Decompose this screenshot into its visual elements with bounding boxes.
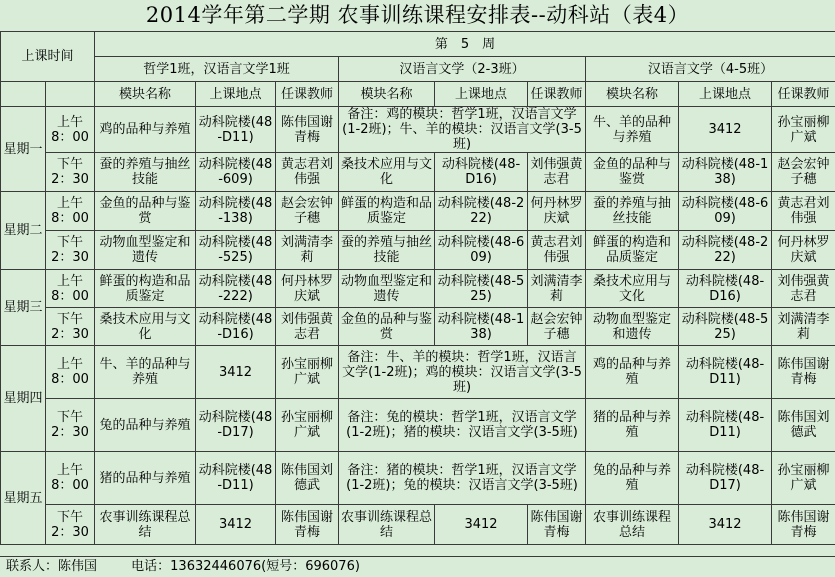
group-header: 哲学1班，汉语言文学1班	[95, 57, 339, 82]
remark-cell: 备注：牛、羊的模块：哲学1班，汉语言文学(1-2班)；鸡的模块：汉语言文学(3-5班)	[339, 346, 586, 399]
module-name: 猪的品种与养殖	[586, 399, 679, 452]
table-row	[1, 505, 835, 545]
period-label: 上午 8：00	[46, 452, 95, 505]
teacher: 陈伟国谢青梅	[276, 107, 339, 153]
module-name: 动物血型鉴定和遗传	[586, 308, 679, 346]
module-name: 农事训练课程总结	[586, 505, 679, 545]
location: 动科院楼(48-138)	[435, 308, 528, 346]
period-label: 下午 2：30	[46, 231, 95, 270]
teacher: 孙宝丽柳广斌	[772, 107, 835, 153]
column-header: 任课教师	[772, 82, 835, 107]
teacher: 刘伟强黄志君	[276, 308, 339, 346]
day-label: 星期二	[1, 192, 46, 270]
table-row	[1, 107, 835, 153]
group-header: 汉语言文学（4-5班）	[586, 57, 835, 82]
column-header: 上课地点	[196, 82, 276, 107]
location: 动科院楼(48-D17)	[679, 452, 772, 505]
location: 动科院楼(48-609)	[679, 192, 772, 231]
teacher: 刘满清李莉	[772, 308, 835, 346]
teacher: 陈伟国谢青梅	[528, 505, 586, 545]
day-label: 星期三	[1, 270, 46, 346]
teacher: 陈伟国谢青梅	[276, 505, 339, 545]
module-name: 兔的品种与养殖	[95, 399, 196, 452]
module-name: 鸡的品种与养殖	[586, 346, 679, 399]
module-name: 兔的品种与养殖	[586, 452, 679, 505]
teacher: 何丹林罗庆斌	[528, 192, 586, 231]
day-label: 星期五	[1, 452, 46, 545]
table-row	[1, 153, 835, 192]
module-name: 鲜蛋的构造和品质鉴定	[95, 270, 196, 308]
location: 3412	[679, 107, 772, 153]
day-label: 星期一	[1, 107, 46, 192]
location: 动科院楼(48-D11)	[196, 452, 276, 505]
teacher: 陈伟国刘德武	[772, 399, 835, 452]
column-header: 任课教师	[276, 82, 339, 107]
teacher: 孙宝丽柳广斌	[772, 452, 835, 505]
teacher: 刘满清李莉	[276, 231, 339, 270]
group-header: 汉语言文学（2-3班）	[339, 57, 586, 82]
location: 3412	[196, 505, 276, 545]
period-label: 下午 2：30	[46, 308, 95, 346]
location: 动科院楼(48-D16)	[196, 308, 276, 346]
week-header: 第 5 周	[95, 32, 835, 57]
column-header: 上课地点	[679, 82, 772, 107]
location: 动科院楼(48-138)	[196, 192, 276, 231]
contact-person: 联系人：陈伟国	[6, 559, 98, 574]
schedule-table	[0, 31, 835, 545]
module-name: 猪的品种与养殖	[95, 452, 196, 505]
module-name: 动物血型鉴定和遗传	[95, 231, 196, 270]
footer	[0, 556, 835, 577]
module-name: 金鱼的品种与鉴赏	[586, 153, 679, 192]
teacher: 黄志君刘伟强	[276, 153, 339, 192]
teacher: 赵会宏钟子穗	[772, 153, 835, 192]
module-name: 鸡的品种与养殖	[95, 107, 196, 153]
module-name: 金鱼的品种与鉴赏	[339, 308, 435, 346]
location: 动科院楼(48-525)	[196, 231, 276, 270]
table-row	[1, 308, 835, 346]
teacher: 刘满清李莉	[528, 270, 586, 308]
contact-phone: 电话：13632446076(短号：696076)	[131, 559, 360, 574]
teacher: 何丹林罗庆斌	[276, 270, 339, 308]
teacher: 陈伟国刘德武	[276, 452, 339, 505]
column-header: 模块名称	[95, 82, 196, 107]
location: 动科院楼(48-D16)	[435, 153, 528, 192]
location: 动科院楼(48-D11)	[679, 399, 772, 452]
location: 动科院楼(48-222)	[435, 192, 528, 231]
teacher: 赵会宏钟子穗	[528, 308, 586, 346]
table-row	[1, 270, 835, 308]
module-name: 蚕的养殖与抽丝技能	[95, 153, 196, 192]
teacher: 黄志君刘伟强	[528, 231, 586, 270]
module-name: 蚕的养殖与抽丝技能	[586, 192, 679, 231]
period-label: 下午 2：30	[46, 153, 95, 192]
location: 动科院楼(48-525)	[679, 308, 772, 346]
teacher: 陈伟国谢青梅	[772, 346, 835, 399]
location: 动科院楼(48-D16)	[679, 270, 772, 308]
column-header: 模块名称	[586, 82, 679, 107]
remark-cell: 备注：兔的模块：哲学1班，汉语言文学(1-2班)；猪的模块：汉语言文学(3-5班)	[339, 399, 586, 452]
period-label: 上午 8：00	[46, 192, 95, 231]
location: 动科院楼(48-D11)	[679, 346, 772, 399]
module-name: 牛、羊的品种与养殖	[586, 107, 679, 153]
period-label: 上午 8：00	[46, 107, 95, 153]
location: 3412	[679, 505, 772, 545]
teacher: 刘伟强黄志君	[772, 270, 835, 308]
teacher: 何丹林罗庆斌	[772, 231, 835, 270]
day-label: 星期四	[1, 346, 46, 452]
period-label: 上午 8：00	[46, 346, 95, 399]
column-header: 模块名称	[339, 82, 435, 107]
remark-cell: 备注：鸡的模块：哲学1班，汉语言文学(1-2班)；牛、羊的模块：汉语言文学(3-5班)	[339, 107, 586, 153]
location: 动科院楼(48-138)	[679, 153, 772, 192]
period-label: 下午 2：30	[46, 399, 95, 452]
column-header: 任课教师	[528, 82, 586, 107]
teacher: 陈伟国谢青梅	[772, 505, 835, 545]
table-row	[1, 192, 835, 231]
module-name: 鲜蛋的构造和品质鉴定	[339, 192, 435, 231]
location: 动科院楼(48-222)	[679, 231, 772, 270]
location: 3412	[435, 505, 528, 545]
location: 动科院楼(48-D11)	[196, 107, 276, 153]
location: 动科院楼(48-525)	[435, 270, 528, 308]
period-label: 上午 8：00	[46, 270, 95, 308]
column-header: 上课地点	[435, 82, 528, 107]
module-name: 桑技术应用与文化	[95, 308, 196, 346]
module-name: 农事训练课程总结	[339, 505, 435, 545]
teacher: 黄志君刘伟强	[772, 192, 835, 231]
module-name: 牛、羊的品种与养殖	[95, 346, 196, 399]
teacher: 刘伟强黄志君	[528, 153, 586, 192]
blank-cell	[46, 82, 95, 107]
module-name: 桑技术应用与文化	[339, 153, 435, 192]
location: 动科院楼(48-D17)	[196, 399, 276, 452]
time-header: 上课时间	[1, 32, 95, 82]
location: 动科院楼(48-609)	[196, 153, 276, 192]
teacher: 赵会宏钟子穗	[276, 192, 339, 231]
location: 3412	[196, 346, 276, 399]
module-name: 动物血型鉴定和遗传	[339, 270, 435, 308]
module-name: 蚕的养殖与抽丝技能	[339, 231, 435, 270]
table-row	[1, 231, 835, 270]
module-name: 金鱼的品种与鉴赏	[95, 192, 196, 231]
module-name: 桑技术应用与文化	[586, 270, 679, 308]
teacher: 孙宝丽柳广斌	[276, 346, 339, 399]
remark-cell: 备注：猪的模块：哲学1班，汉语言文学(1-2班)；兔的模块：汉语言文学(3-5班)	[339, 452, 586, 505]
table-row	[1, 346, 835, 399]
teacher: 孙宝丽柳广斌	[276, 399, 339, 452]
table-row	[1, 399, 835, 452]
period-label: 下午 2：30	[46, 505, 95, 545]
module-name: 鲜蛋的构造和品质鉴定	[586, 231, 679, 270]
location: 动科院楼(48-609)	[435, 231, 528, 270]
page-title: 2014学年第二学期 农事训练课程安排表--动科站（表4）	[145, 3, 690, 27]
location: 动科院楼(48-222)	[196, 270, 276, 308]
table-row	[1, 452, 835, 505]
module-name: 农事训练课程总结	[95, 505, 196, 545]
blank-cell	[1, 82, 46, 107]
